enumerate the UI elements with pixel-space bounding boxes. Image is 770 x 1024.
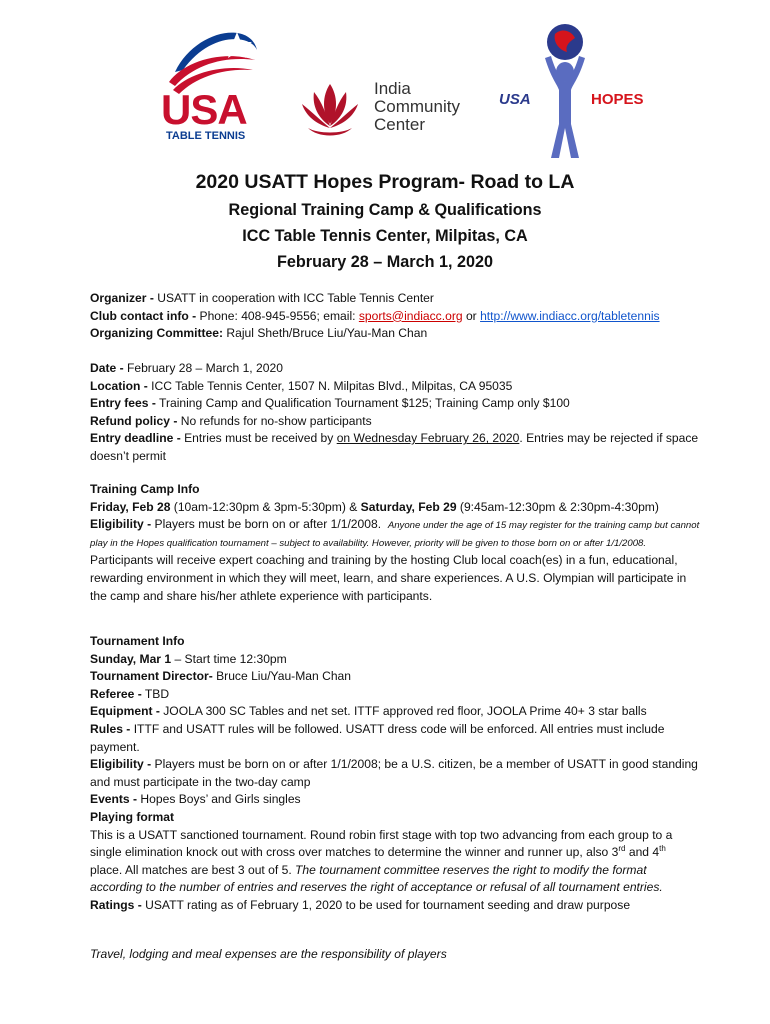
- ratings-label: Ratings -: [90, 897, 142, 912]
- entry-fees-value: Training Camp and Qualification Tournament $125; Training Camp only $100: [155, 396, 570, 411]
- document-subtitle-camp: Regional Training Camp & Qualifications: [228, 201, 542, 219]
- format-text-part1: This is a USATT sanctioned tournament. Round robin first stage with top two advancing from each group to a single elimination knock out with cross over matches to determine the winner and runner up, also 3: [90, 827, 673, 860]
- deadline-text: Entries must be received by: [180, 431, 337, 446]
- tournament-heading: Tournament Info: [90, 634, 185, 648]
- club-contact-or: or: [462, 308, 481, 323]
- document-subtitle-venue: ICC Table Tennis Center, Milpitas, CA: [242, 227, 528, 245]
- equipment-value: JOOLA 300 SC Tables and net set. ITTF approved red floor, JOOLA Prime 40+ 3 star balls: [159, 704, 647, 719]
- club-contact-phone: Phone: 408-945-9556; email:: [196, 308, 359, 323]
- tournament-eligibility-label: Eligibility -: [90, 757, 152, 772]
- date-value: February 28 – March 1, 2020: [123, 361, 283, 375]
- deadline-label: Entry deadline -: [90, 431, 181, 446]
- committee-label: Organizing Committee:: [90, 326, 224, 341]
- club-contact-label: Club contact info -: [90, 308, 197, 323]
- event-details-section: [90, 360, 700, 466]
- saturday-hours: (9:45am-12:30pm & 2:30pm-4:30pm): [456, 499, 659, 514]
- training-camp-heading: Training Camp Info: [90, 482, 200, 496]
- format-sup-th: th: [659, 844, 666, 854]
- document-subtitle-dates: February 28 – March 1, 2020: [277, 253, 493, 271]
- sunday-label: Sunday, Mar 1: [90, 651, 172, 666]
- deadline-date: on Wednesday February 26, 2020: [336, 431, 520, 446]
- document-title: 2020 USATT Hopes Program- Road to LA: [195, 171, 575, 193]
- rules-label: Rules -: [90, 721, 131, 736]
- camp-eligibility-note: Anyone under the age of 15 may register for the training camp but cannot play in the Hopes qualification tournament – subject to availability. However, priority will be given to those born on or after 1/1/2008.: [90, 520, 700, 549]
- format-text-part3: place. All matches are best 3 out of 5.: [90, 862, 296, 877]
- email-link[interactable]: sports@indiacc.org: [358, 308, 463, 323]
- organizer-value: USATT in cooperation with ICC Table Tennis Center: [153, 291, 434, 305]
- india-community-center-logo: [300, 78, 480, 140]
- entry-fees-label: Entry fees -: [90, 396, 156, 411]
- director-value: Bruce Liu/Yau-Man Chan: [212, 669, 352, 684]
- format-committee-note: The tournament committee reserves the right to modify the format according to the number of entries and reserves the right of acceptance or refusal of all tournament entries.: [90, 862, 663, 895]
- location-label: Location -: [90, 378, 148, 393]
- icc-logo-line2: Community: [374, 97, 460, 116]
- playing-format-text: [90, 827, 700, 897]
- saturday-label: Saturday, Feb 29: [360, 499, 457, 514]
- friday-label: Friday, Feb 28: [90, 499, 171, 514]
- events-value: Hopes Boys’ and Girls singles: [137, 792, 301, 807]
- ratings-value: USATT rating as of February 1, 2020 to be used for tournament seeding and draw purpose: [141, 897, 631, 912]
- organizer-section: [90, 290, 700, 343]
- usatt-logo-text: USA: [161, 86, 247, 133]
- camp-eligibility-label: Eligibility -: [90, 517, 152, 532]
- referee-value: TBD: [141, 686, 170, 701]
- camp-eligibility-text: Players must be born on or after 1/1/2008.: [151, 517, 382, 532]
- rules-value: ITTF and USATT rules will be followed. USATT dress code will be enforced. All entries must include payment.: [90, 721, 665, 754]
- format-text-part2: and 4: [625, 845, 660, 860]
- training-camp-section: [90, 481, 700, 605]
- equipment-label: Equipment -: [90, 704, 160, 719]
- tournament-eligibility-value: Players must be born on or after 1/1/2008; be a U.S. citizen, be a member of USATT in good standing and must participate in the two-day camp: [90, 757, 698, 789]
- location-value: ICC Table Tennis Center, 1507 N. Milpitas Blvd., Milpitas, CA 95035: [147, 378, 513, 393]
- icc-logo-line3: Center: [374, 115, 426, 134]
- organizer-label: Organizer -: [90, 291, 154, 305]
- playing-format-heading: Playing format: [90, 809, 175, 824]
- expenses-note: Travel, lodging and meal expenses are the responsibility of players: [90, 947, 447, 961]
- friday-hours: (10am-12:30pm & 3pm-5:30pm) &: [170, 499, 361, 514]
- format-sup-rd: rd: [618, 844, 626, 854]
- website-link[interactable]: http://www.indiacc.org/tabletennis: [480, 308, 660, 323]
- hopes-logo-left: USA: [499, 91, 531, 108]
- refund-value: No refunds for no-show participants: [177, 413, 372, 428]
- camp-participants-text: Participants will receive expert coaching and training by the hosting Club local coach(es) in a fun, educational, rewarding environment in which they will meet, learn, and share experiences. A U.S. Olympian will participate in the camp and share his/her athlete experience with participants.: [90, 553, 687, 603]
- events-label: Events -: [90, 792, 138, 807]
- referee-label: Referee -: [90, 686, 142, 701]
- usatt-logo-subtext: TABLE TENNIS: [166, 130, 246, 142]
- usa-table-tennis-logo: [155, 20, 270, 150]
- sunday-start: – Start time 12:30pm: [171, 651, 287, 666]
- lotus-icon: [300, 78, 360, 140]
- deadline-note: . Entries may be rejected if space doesn’t permit: [90, 431, 699, 463]
- icc-logo-line1: India: [374, 79, 411, 98]
- usa-hopes-logo: [495, 20, 660, 160]
- hopes-logo-right: HOPES: [591, 91, 644, 108]
- committee-value: Rajul Sheth/Bruce Liu/Yau-Man Chan: [223, 326, 428, 341]
- hopes-figure-icon: [495, 20, 660, 160]
- tournament-section: [90, 633, 700, 915]
- director-label: Tournament Director-: [90, 669, 213, 684]
- date-label: Date -: [90, 361, 124, 375]
- logo-header: [0, 0, 770, 165]
- refund-label: Refund policy -: [90, 413, 178, 428]
